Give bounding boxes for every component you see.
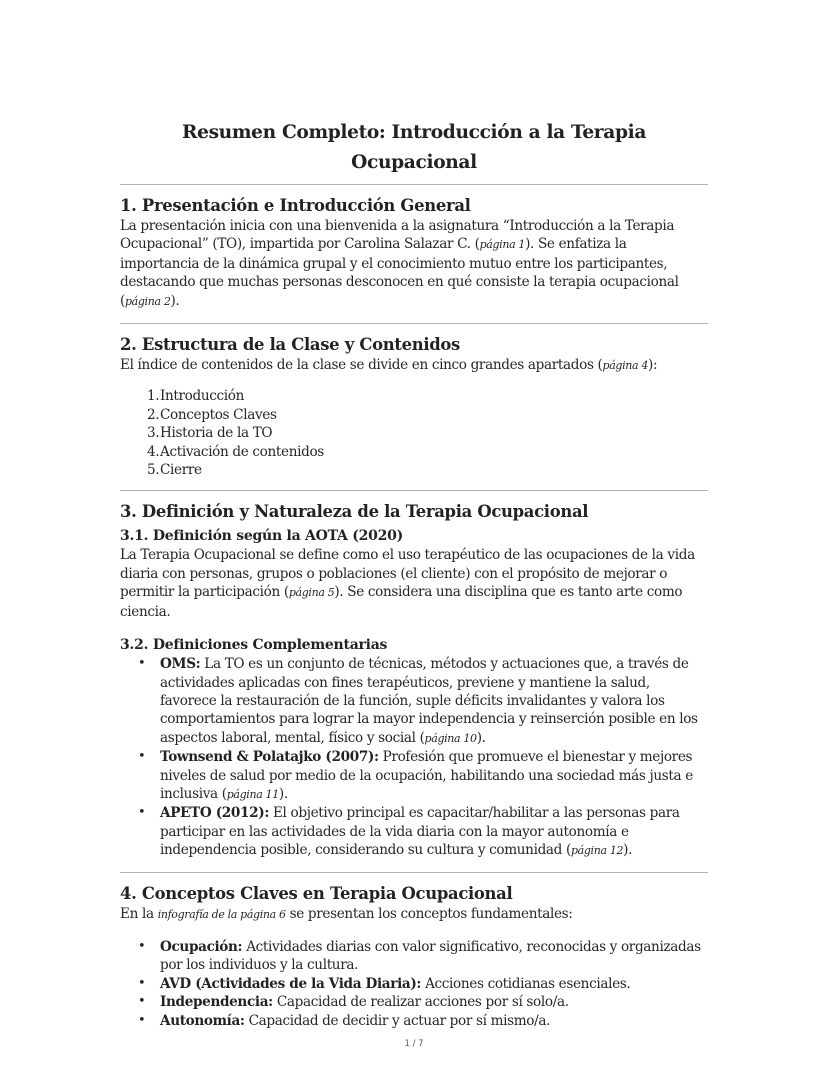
list-term: Townsend & Polatajko (2007): <box>160 749 379 766</box>
list-item <box>120 424 708 442</box>
section-heading: 4. Conceptos Claves en Terapia Ocupacional <box>120 883 513 903</box>
document-title: Resumen Completo: Introducción a la Terapia Ocupacional <box>181 122 647 173</box>
list-text: Introducción <box>160 388 245 405</box>
divider <box>120 184 708 185</box>
section-presentacion <box>120 195 708 311</box>
paragraph-text: La Terapia Ocupacional se define como el uso terapéutico de las ocupaciones de la vida diaria con personas, grupos o poblaciones (el cliente) con el propósito de mejorar o permitir la participación ( <box>120 547 695 601</box>
page-citation: página 12 <box>570 844 624 858</box>
list-text: Activación de contenidos <box>160 443 324 460</box>
list-number: 2. <box>147 406 160 423</box>
paragraph-text: ). Se enfatiza la importancia de la dinámica grupal y el conocimiento mutuo entre los participantes, destacando que muchas personas desconocen en qué consiste la terapia ocupacional ( <box>120 236 679 309</box>
divider <box>120 323 708 324</box>
list-item <box>120 975 708 993</box>
list-term: Autonomía: <box>160 1012 245 1029</box>
list-number: 3. <box>147 425 160 442</box>
list-item <box>120 443 708 461</box>
divider <box>120 872 708 873</box>
section-heading: 3. Definición y Naturaleza de la Terapia Ocupacional <box>120 502 589 522</box>
section-conceptos <box>120 883 708 1030</box>
list-text: Profesión que promueve el bienestar y mejores niveles de salud por medio de la ocupación, habilitando una sociedad más justa e inclusiva ( <box>160 749 693 802</box>
bullet-icon: • <box>138 805 146 821</box>
paragraph-text: ): <box>648 357 658 374</box>
contents-list <box>120 387 708 479</box>
list-item <box>120 655 708 748</box>
section-paragraph <box>120 546 708 621</box>
section-paragraph <box>120 905 708 924</box>
list-text: Capacidad de realizar acciones por sí solo/a. <box>272 994 569 1011</box>
section-estructura <box>120 334 708 479</box>
divider <box>120 490 708 491</box>
list-text: Actividades diarias con valor significativo, reconocidas y organizadas por los individuos y la cultura. <box>160 938 701 974</box>
list-number: 1. <box>147 388 160 405</box>
list-term: Ocupación: <box>160 938 243 955</box>
list-term: OMS: <box>160 656 201 673</box>
list-text-end: ). <box>623 842 633 859</box>
list-number: 4. <box>147 443 160 460</box>
paragraph-text: El índice de contenidos de la clase se divide en cinco grandes apartados ( <box>120 357 603 374</box>
page-indicator: 1 / 7 <box>404 1039 424 1049</box>
paragraph-text: ). Se considera una disciplina que es tanto arte como ciencia. <box>120 584 683 620</box>
list-item <box>120 406 708 424</box>
list-text: Acciones cotidianas esenciales. <box>421 975 631 992</box>
page-citation: página 11 <box>226 787 279 801</box>
list-item <box>120 1012 708 1030</box>
bullet-icon: • <box>138 1012 146 1028</box>
list-text: Conceptos Claves <box>160 406 277 423</box>
section-heading: 1. Presentación e Introducción General <box>120 196 471 215</box>
subsection-heading: 3.1. Definición según la AOTA (2020) <box>120 528 403 545</box>
list-text: Cierre <box>160 462 202 479</box>
bullet-icon: • <box>138 994 146 1010</box>
list-term: AVD (Actividades de la Vida Diaria): <box>160 975 422 992</box>
list-text: La TO es un conjunto de técnicas, métodos y actuaciones que, a través de actividades aplicadas con fines terapéuticos, previene y mantiene la salud, favorece la restauración de la función, suple déficits invalidantes y valora los comportamientos para lograr la mayor independencia y reinserción posible en los aspectos laboral, mental, físico y social ( <box>160 656 698 746</box>
paragraph-text: La presentación inicia con una bienvenida a la asignatura “Introducción a la Terapia Ocupacional” (TO), impartida por Carolina Salazar C. ( <box>120 218 675 253</box>
list-term: APETO (2012): <box>160 805 269 822</box>
list-item <box>120 461 708 479</box>
bullet-icon: • <box>138 938 146 954</box>
list-item <box>120 804 708 860</box>
page-citation: página 10 <box>424 731 477 745</box>
list-number: 5. <box>147 462 160 479</box>
page-citation: infografía de la página 6 <box>157 907 286 921</box>
section-heading: 2. Estructura de la Clase y Contenidos <box>120 335 460 355</box>
list-text: Capacidad de decidir y actuar por sí mismo/a. <box>244 1012 551 1029</box>
list-item <box>120 387 708 405</box>
concepts-list <box>120 938 708 1030</box>
definitions-list <box>120 655 708 860</box>
list-text-end: ). <box>278 785 288 802</box>
list-term: Independencia: <box>160 994 273 1011</box>
list-text-end: ). <box>476 729 486 746</box>
subsection-heading: 3.2. Definiciones Complementarias <box>120 637 388 654</box>
list-item <box>120 938 708 975</box>
section-paragraph <box>120 356 708 375</box>
page-citation: página 4 <box>602 359 648 373</box>
bullet-icon: • <box>138 656 146 672</box>
list-item <box>120 993 708 1011</box>
section-definicion <box>120 501 708 860</box>
page-citation: página 1 <box>479 238 526 252</box>
paragraph-text: ). <box>170 292 180 309</box>
page-citation: página 5 <box>288 586 335 600</box>
list-text: Historia de la TO <box>160 425 273 442</box>
page-citation: página 2 <box>124 294 171 308</box>
paragraph-text: En la <box>120 905 158 922</box>
bullet-icon: • <box>138 975 146 991</box>
paragraph-text: se presentan los conceptos fundamentales: <box>285 905 573 922</box>
list-text: El objetivo principal es capacitar/habilitar a las personas para participar en las actividades de la vida diaria con la mayor autonomía e independencia posible, considerando su cultura y comunidad ( <box>160 805 680 859</box>
list-item <box>120 748 708 804</box>
bullet-icon: • <box>138 749 146 765</box>
document-page <box>120 118 708 1030</box>
section-paragraph <box>120 217 708 311</box>
